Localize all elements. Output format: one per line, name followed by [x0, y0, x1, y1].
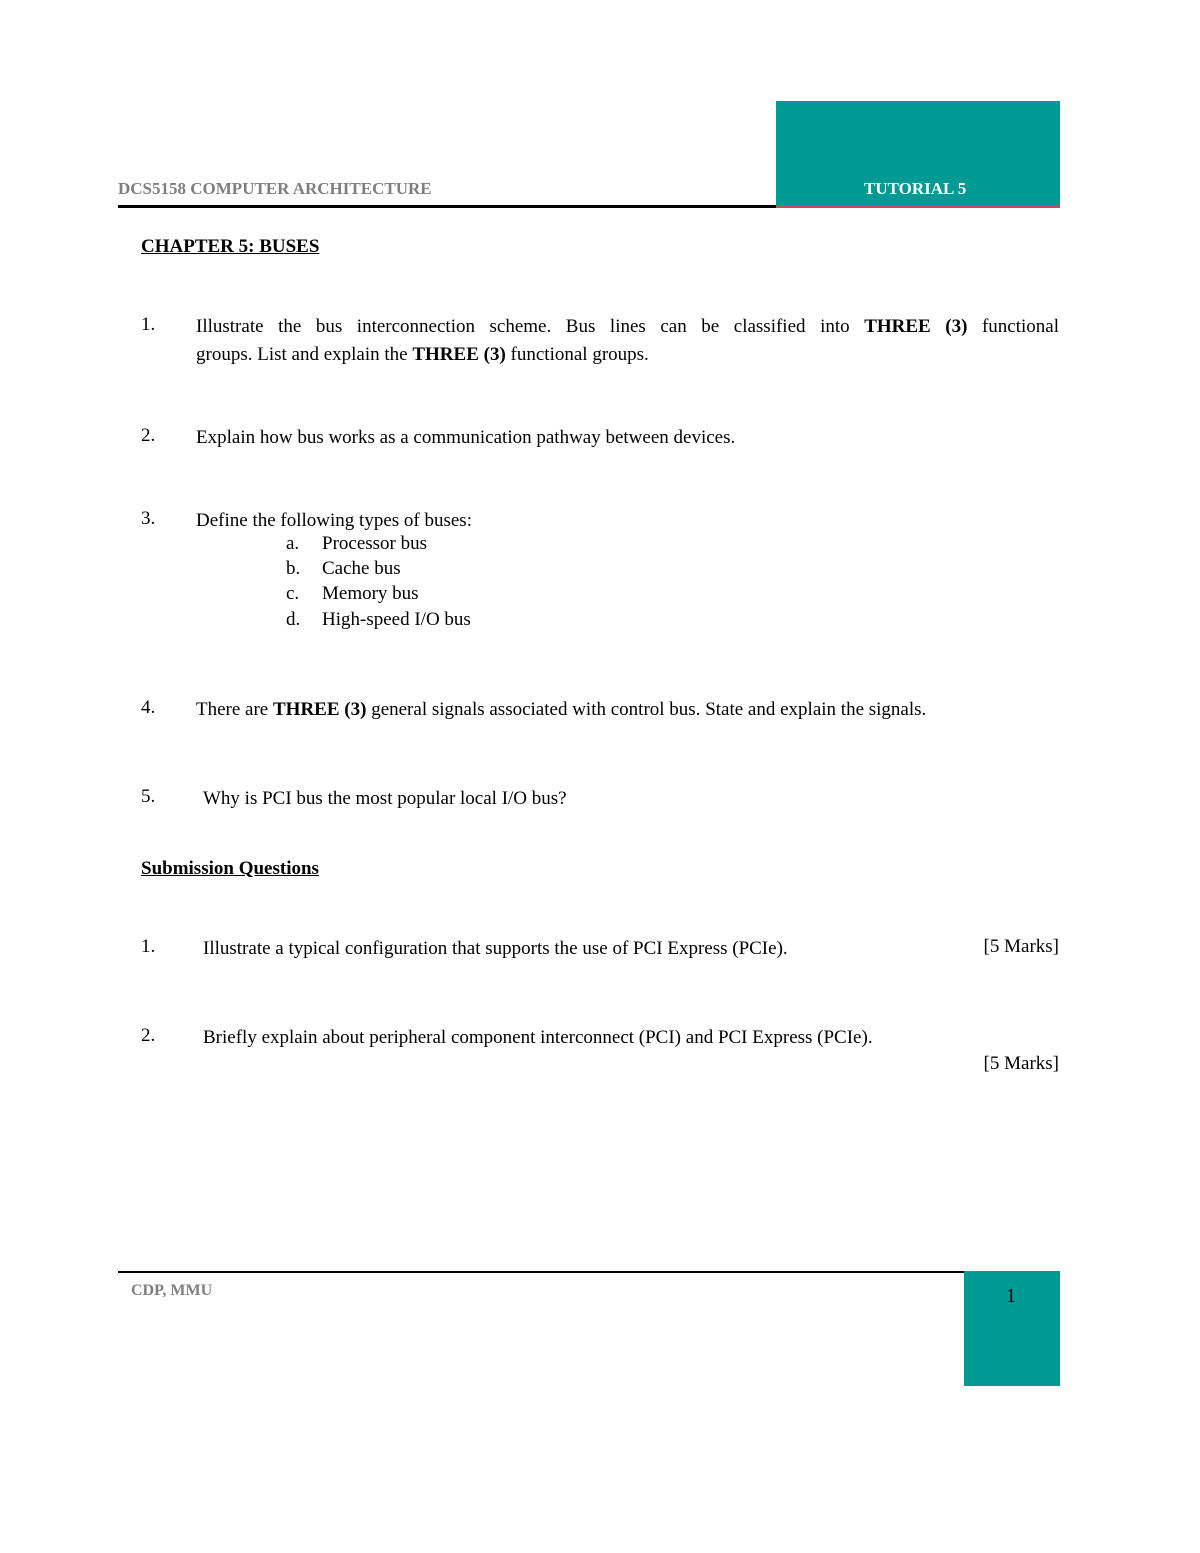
question-1-emphasis-b: THREE (3)	[412, 344, 506, 365]
question-1-line-2	[196, 341, 649, 369]
submission-1-marks: [5 Marks]	[983, 936, 1059, 957]
footer-rule	[118, 1271, 964, 1273]
submission-title: Submission Questions	[141, 858, 319, 879]
question-1-text-a: Illustrate the bus interconnection scheme. Bus lines can be classified into	[196, 316, 865, 337]
question-1-text-d: functional groups.	[505, 344, 649, 365]
question-5-text: Why is PCI bus the most popular local I/O bus?	[203, 788, 567, 809]
question-3-number: 3.	[141, 508, 156, 529]
question-4-emphasis: THREE (3)	[273, 699, 367, 720]
question-5-number: 5.	[141, 786, 156, 807]
submission-2-text: Briefly explain about peripheral component interconnect (PCI) and PCI Express (PCIe).	[203, 1027, 873, 1048]
sub-item-text: Processor bus	[322, 533, 428, 554]
submission-1-text: Illustrate a typical configuration that supports the use of PCI Express (PCIe).	[203, 938, 788, 959]
question-3-text: Define the following types of buses:	[196, 510, 472, 531]
submission-2-number: 2.	[141, 1025, 156, 1046]
sub-item-text: Memory bus	[322, 583, 419, 604]
header-rule	[118, 205, 776, 208]
question-1-text-c: groups. List and explain the	[196, 344, 413, 365]
question-1-number: 1.	[141, 314, 156, 335]
question-4-text-a: There are	[196, 699, 273, 720]
tutorial-label: TUTORIAL 5	[864, 179, 967, 198]
question-2-number: 2.	[141, 425, 156, 446]
sub-item-text: Cache bus	[322, 558, 401, 579]
question-4-text-b: general signals associated with control bus. State and explain the signals.	[366, 699, 927, 720]
submission-1-number: 1.	[141, 936, 156, 957]
question-1-line-1	[196, 313, 1059, 341]
question-4-number: 4.	[141, 697, 156, 718]
question-2-text: Explain how bus works as a communication pathway between devices.	[196, 427, 736, 448]
question-4-text	[196, 696, 926, 724]
sub-item-label: b.	[286, 558, 301, 579]
footer-organization: CDP, MMU	[131, 1282, 213, 1299]
sub-item-label: a.	[286, 533, 300, 554]
question-1-text-b: functional	[967, 316, 1060, 337]
sub-item-label: d.	[286, 609, 301, 630]
chapter-title: CHAPTER 5: BUSES	[141, 236, 320, 257]
submission-2-marks: [5 Marks]	[983, 1053, 1059, 1074]
sub-item-label: c.	[286, 583, 300, 604]
question-1-emphasis-a: THREE (3)	[864, 316, 968, 337]
sub-item-text: High-speed I/O bus	[322, 609, 471, 630]
page-number: 1	[1006, 1285, 1016, 1307]
course-title: DCS5158 COMPUTER ARCHITECTURE	[118, 179, 432, 198]
header-rule-accent	[776, 205, 1060, 208]
